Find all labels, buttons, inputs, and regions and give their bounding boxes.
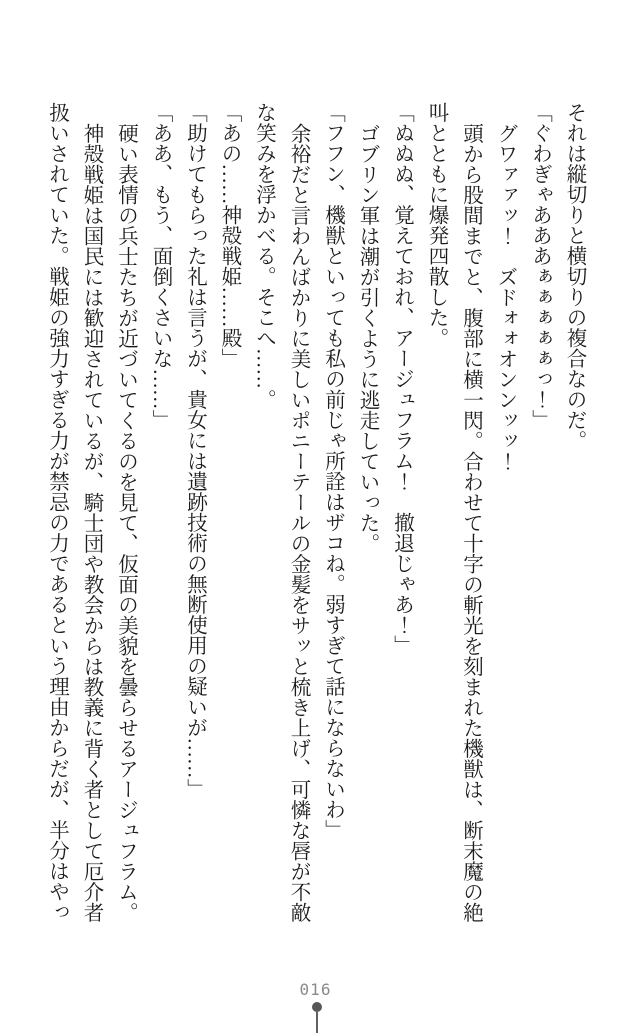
paragraph: 「ああ、もう、面倒くさいな……」 xyxy=(149,102,171,430)
paragraph: 「ぬぬぬ、覚えておれ、アージュフラム！ 撤退じゃあ！」 xyxy=(390,102,413,656)
paragraph: それは縦切りと横切りの複合なのだ。 xyxy=(563,102,585,451)
novel-text-block xyxy=(39,102,591,926)
paragraph: 硬い表情の兵士たちが近づいてくるのを見て、仮面の美貌を曇らせるアージュフラム。 xyxy=(114,122,137,922)
paragraph: 「あの……神殻戦姫……殿」 xyxy=(218,102,240,369)
paragraph: 「フフン、機獣といっても私の前じゃ所詮はザコね。弱すぎて話にならないわ」 xyxy=(321,102,344,840)
paragraph: 「ぐわぎゃあああぁぁぁぁぁっ！」 xyxy=(528,102,551,430)
paragraph: 頭から股間までと、腹部に横一閃。合わせて十字の斬光を刻まれた機獣は、断末魔の絶叫とともに爆発四散した。 xyxy=(425,102,482,922)
paragraph: 「助けてもらった礼は言うが、貴女には遺跡技術の無断使用の疑いが……」 xyxy=(183,102,206,799)
paragraph: 余裕だと言わんばかりに美しいポニーテールの金髪をサッと梳き上げ、可憐な唇が不敵な笑みを浮かべる。そこへ……。 xyxy=(252,102,309,922)
page-number: 016 xyxy=(299,980,332,999)
footer-ornament-line xyxy=(316,1010,318,1033)
paragraph: グワァァッ！ ズドォォオンンッッ！ xyxy=(494,122,516,471)
paragraph: 神殻戦姫は国民には歓迎されているが、騎士団や教会からは教義に背く者として厄介者扱いされていた。戦姫の強力すぎる力が禁忌の力であるという理由からだが、半分はやっ xyxy=(45,102,102,922)
paragraph: ゴブリン軍は潮が引くように逃走していった。 xyxy=(356,122,378,553)
